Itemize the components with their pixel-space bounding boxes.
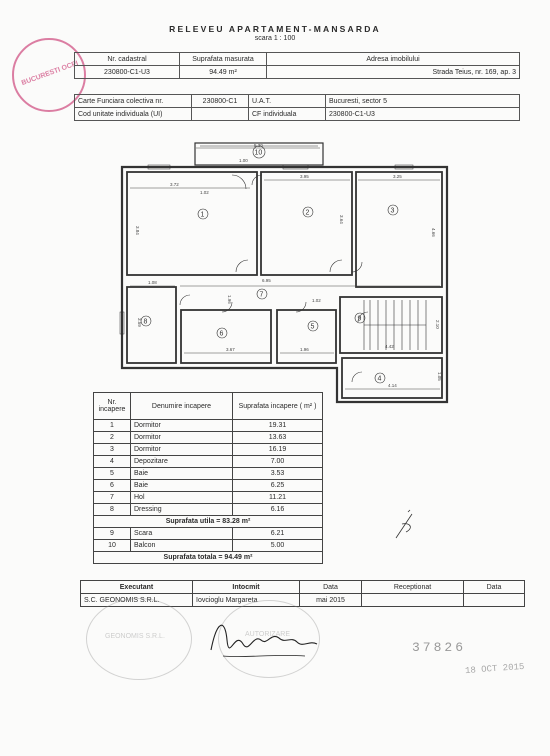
room-8-walls: [127, 287, 176, 363]
room-6-walls: [181, 310, 271, 363]
table-row: 3 Dormitor 16.19: [94, 444, 323, 456]
uat-label: U.A.T.: [249, 95, 326, 108]
cf-colectiva-value: 230800-C1: [192, 95, 249, 108]
outer-wall: [122, 167, 447, 402]
dim-stairs-width: 4.42: [385, 344, 394, 349]
suprafata-utila: Suprafata utila = 83.28 m²: [94, 516, 323, 528]
col-header-denumire: Denumire incapere: [131, 393, 233, 420]
intocmit-value: Iovcioglu Margareta: [193, 594, 300, 607]
dim-room8-width: 1.08: [148, 280, 157, 285]
rooms-table: [93, 392, 323, 564]
room-marker-6: [217, 328, 227, 338]
nr-cadastral-label: Nr. cadastral: [75, 53, 180, 66]
intocmit-label: Intocmit: [193, 581, 300, 594]
table-row: 4 Depozitare 7.00: [94, 456, 323, 468]
initials-mark: [392, 508, 422, 542]
dim-hall-height: 1.96: [227, 295, 232, 304]
suprafata-totala: Suprafata totala = 94.49 m²: [94, 552, 323, 564]
date-stamp: 18 OCT 2015: [464, 661, 525, 677]
data-label: Data: [300, 581, 362, 594]
room-1-walls: [127, 172, 257, 275]
uat-value: Bucuresti, sector 5: [326, 95, 520, 108]
dim-room3-width: 3.25: [393, 174, 402, 179]
svg-text:10: 10: [254, 149, 263, 157]
table-row: 9 Scara 6.21: [94, 528, 323, 540]
dim-room4-width: 4.14: [388, 383, 397, 388]
handwritten-signature: [205, 610, 325, 670]
table-row: 10 Balcon 5.00: [94, 540, 323, 552]
room-marker-7: [257, 289, 267, 299]
dim-balcony-depth: 1.00: [239, 158, 248, 163]
data2-label: Data: [464, 581, 525, 594]
col-header-nr: Nr. incapere: [94, 393, 131, 420]
authorization-stamp: AUTORIZARE: [218, 600, 320, 678]
dim-room8-height: 3.59: [137, 318, 142, 327]
adresa-label: Adresa imobilului: [267, 53, 520, 66]
table-row: 2 Dormitor 13.63: [94, 432, 323, 444]
room-4-walls: [342, 358, 442, 398]
dim-room2-height: 3.64: [339, 215, 344, 224]
room-2-walls: [261, 172, 352, 275]
dim-room1-door: 1.02: [200, 190, 209, 195]
room-marker-4: [375, 373, 385, 383]
svg-text:5: 5: [310, 323, 315, 331]
svg-text:9: 9: [357, 315, 362, 323]
room-marker-2: [303, 207, 313, 217]
table-row: 1 Dormitor 19.31: [94, 420, 323, 432]
room-3-walls: [356, 172, 442, 287]
dim-room3-height: 4.66: [431, 228, 436, 237]
svg-text:8: 8: [143, 318, 148, 326]
suprafata-value: 94.49 m²: [180, 66, 267, 79]
cod-ui-label: Cod unitate individuala (UI): [75, 108, 192, 121]
data-value: mai 2015: [300, 594, 362, 607]
suprafata-label: Suprafata masurata: [180, 53, 267, 66]
room-marker-5: [308, 321, 318, 331]
windows: [120, 165, 413, 334]
svg-text:1: 1: [200, 211, 205, 219]
svg-text:7: 7: [259, 291, 264, 299]
col-header-suprafata: Suprafata incapere ( m² ): [233, 393, 323, 420]
ocpi-stamp-text: BUCURESTI OCPI: [20, 59, 80, 88]
table-row: 6 Baie 6.25: [94, 480, 323, 492]
cf-individuala-label: CF individuala: [249, 108, 326, 121]
dim-room1-width: 3.72: [170, 182, 179, 187]
table-row: 7 Hol 11.21: [94, 492, 323, 504]
dim-hall-width: 6.95: [262, 278, 271, 283]
receptionat-label: Receptionat: [362, 581, 464, 594]
executant-value: S.C. GEONOMIS S.R.L.: [81, 594, 193, 607]
room-5-walls: [277, 310, 336, 363]
scale-label: scara 1 : 100: [254, 35, 296, 42]
table-row: 8 Dressing 6.16: [94, 504, 323, 516]
svg-text:3: 3: [390, 207, 395, 215]
dim-stairs-height: 2.10: [435, 320, 440, 329]
dim-room4-height: 1.05: [437, 372, 442, 381]
company-stamp: GEONOMIS S.R.L.: [86, 598, 192, 680]
dim-room5-width: 1.96: [300, 347, 309, 352]
registration-number: 37826: [412, 640, 467, 655]
dim-balcony-width: 5.30: [254, 143, 263, 148]
svg-text:2: 2: [305, 209, 310, 217]
dim-hall-door: 1.02: [312, 298, 321, 303]
dim-room6-width: 3.67: [226, 347, 235, 352]
executant-label: Executant: [81, 581, 193, 594]
adresa-value: Strada Teius, nr. 169, ap. 3: [267, 66, 520, 79]
svg-text:4: 4: [377, 375, 382, 383]
svg-text:6: 6: [219, 330, 224, 338]
room-marker-3: [388, 205, 398, 215]
room-marker-1: [198, 209, 208, 219]
cf-colectiva-label: Carte Funciara colectiva nr.: [75, 95, 192, 108]
document-title: RELEVEU APARTAMENT-MANSARDA: [169, 24, 381, 34]
table-row: 5 Baie 3.53: [94, 468, 323, 480]
dim-room1-height: 3.84: [135, 226, 140, 235]
room-marker-9: [355, 313, 365, 323]
dim-room2-width: 3.95: [300, 174, 309, 179]
nr-cadastral-value: 230800-C1-U3: [75, 66, 180, 79]
stairs: [364, 300, 426, 350]
cf-individuala-value: 230800-C1-U3: [326, 108, 520, 121]
